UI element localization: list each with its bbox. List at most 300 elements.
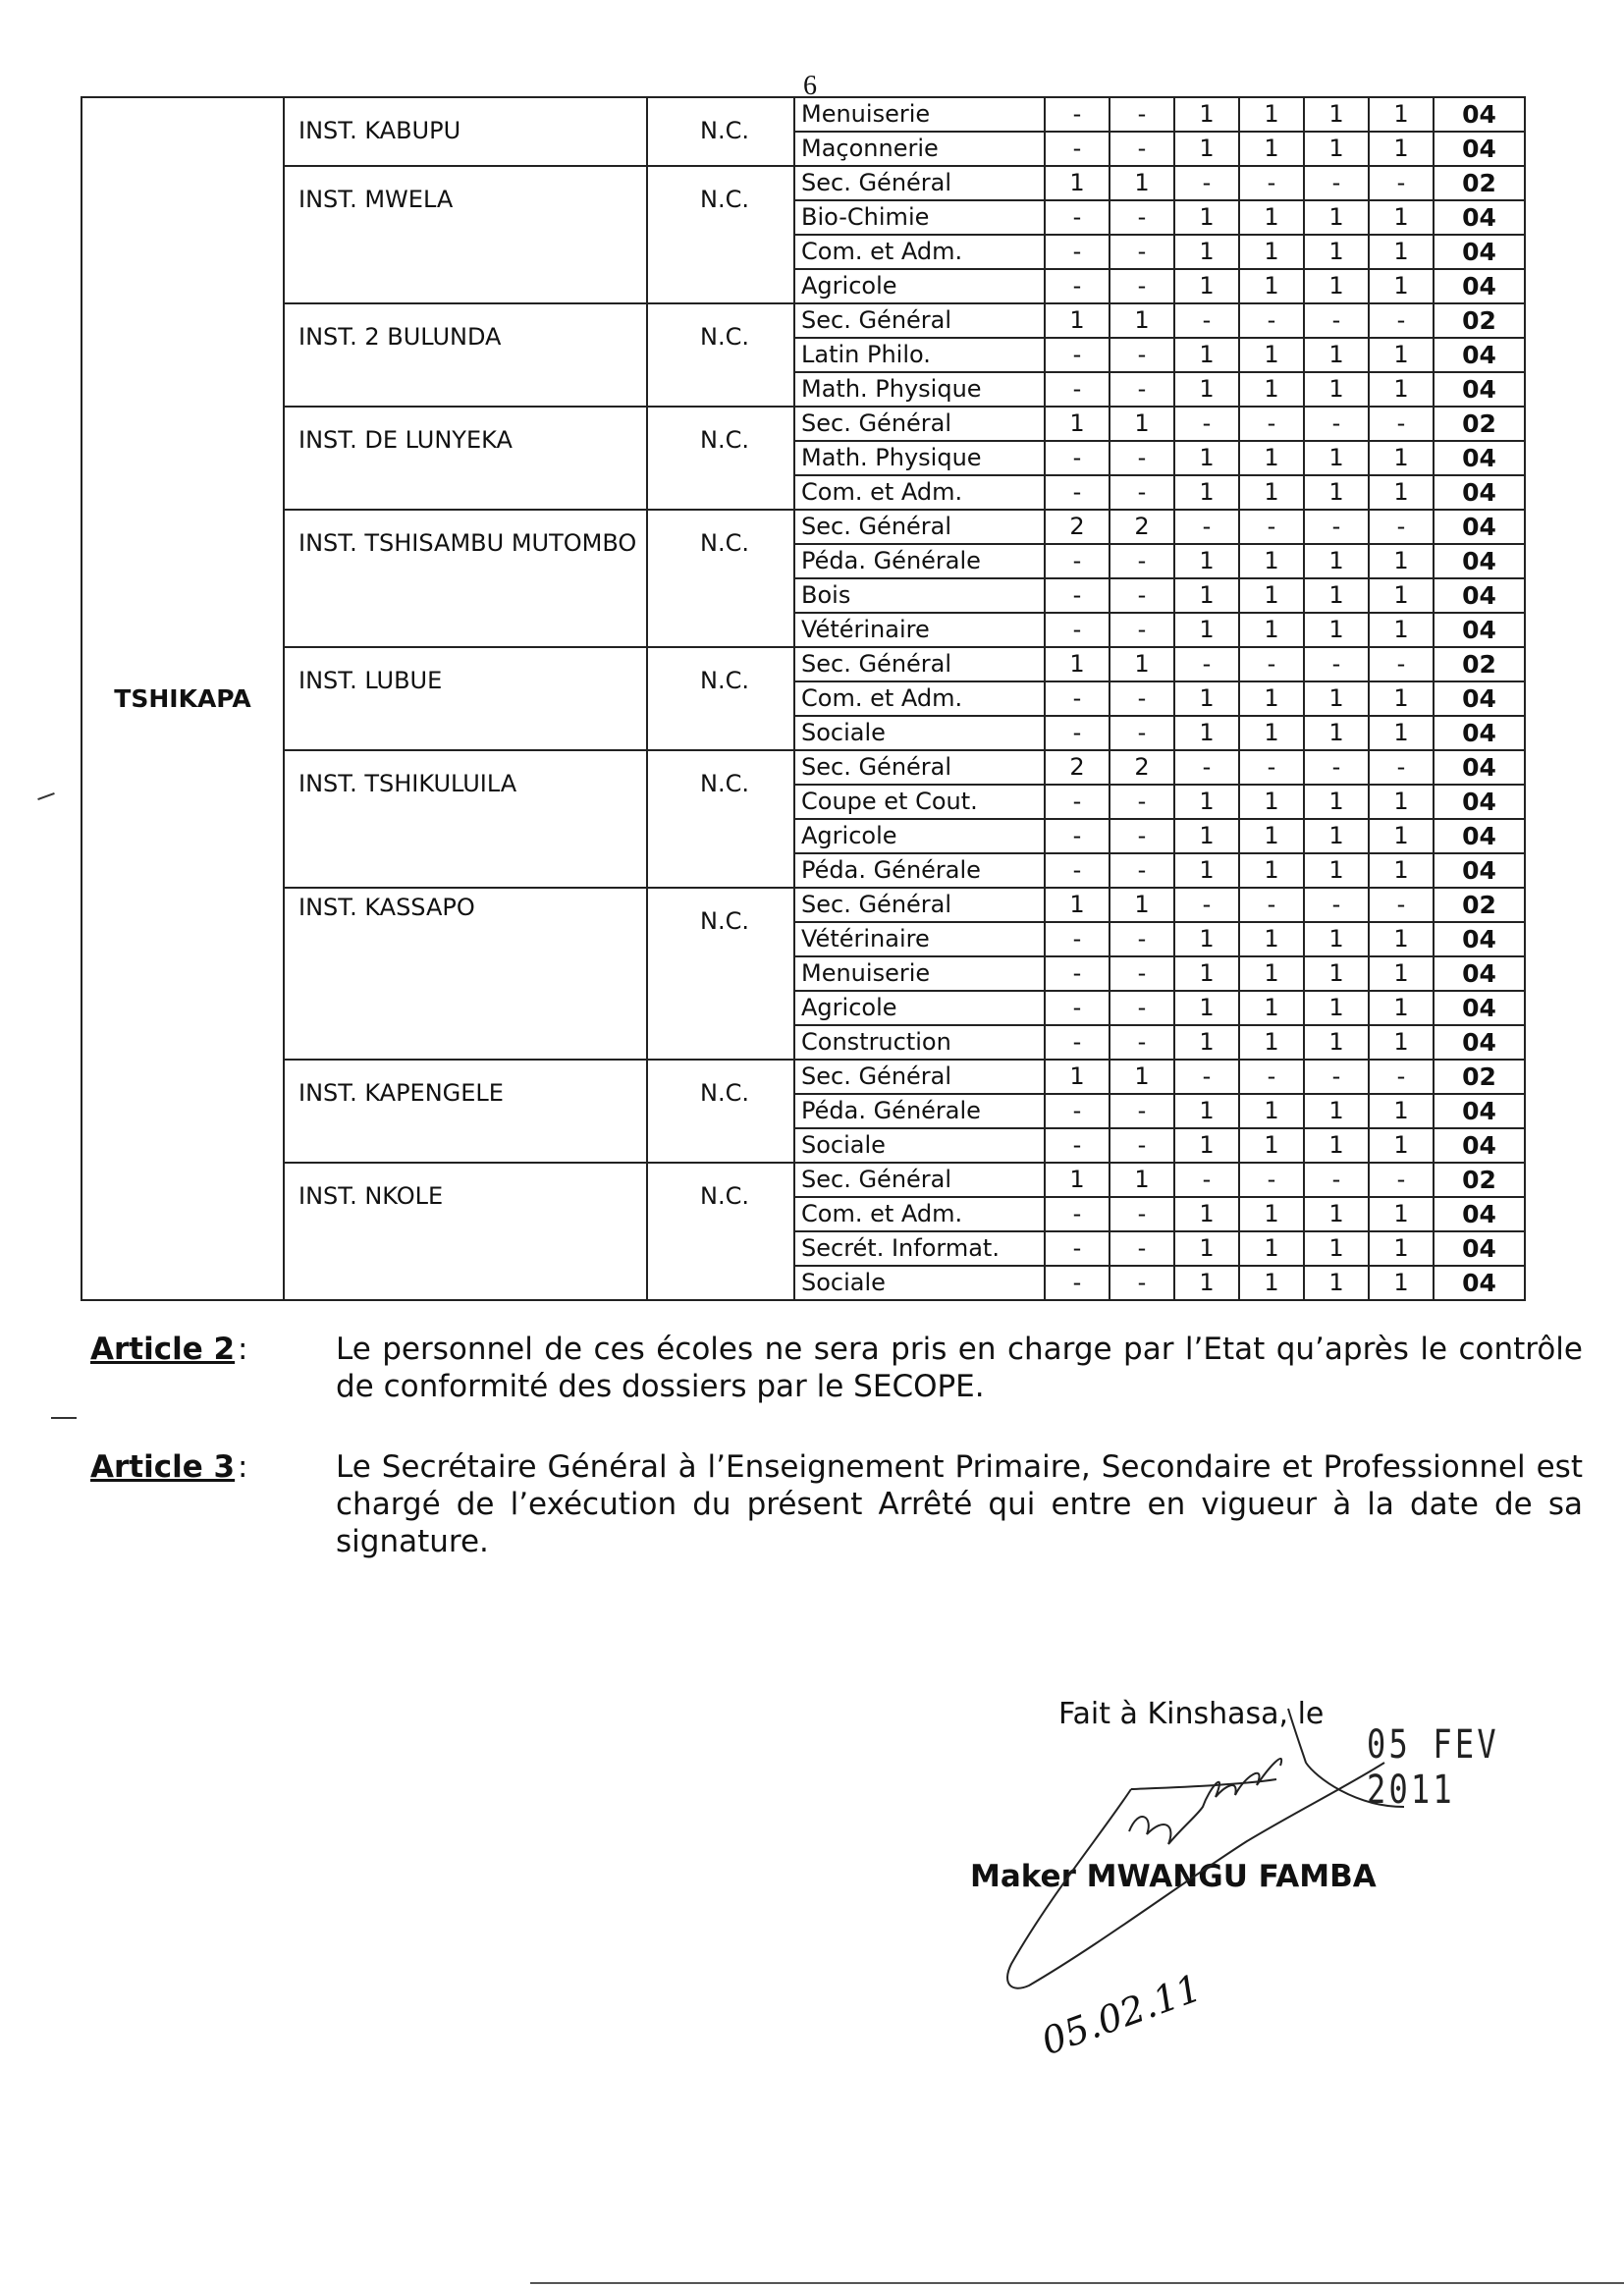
class-count-cell: 1 — [1174, 1094, 1239, 1128]
class-count-cell: 1 — [1304, 372, 1369, 407]
class-count-cell: 1 — [1304, 441, 1369, 475]
status-cell: N.C. — [647, 647, 794, 750]
class-count-cell: - — [1110, 716, 1174, 750]
class-count-cell: - — [1110, 235, 1174, 269]
class-count-cell: 1 — [1239, 578, 1304, 613]
class-count-cell: 1 — [1369, 578, 1434, 613]
total-cell: 02 — [1434, 647, 1525, 681]
total-cell: 04 — [1434, 97, 1525, 132]
status-cell: N.C. — [647, 750, 794, 888]
class-count-cell: 1 — [1239, 235, 1304, 269]
class-count-cell: 1 — [1174, 1197, 1239, 1231]
scan-mark — [37, 792, 55, 800]
class-count-cell: - — [1304, 303, 1369, 338]
article-3-label: Article 3 — [90, 1449, 236, 1485]
class-count-cell: - — [1369, 407, 1434, 441]
class-count-cell: - — [1304, 166, 1369, 200]
class-count-cell: - — [1110, 922, 1174, 956]
class-count-cell: - — [1045, 613, 1110, 647]
class-count-cell: 1 — [1304, 132, 1369, 166]
class-count-cell: 1 — [1304, 578, 1369, 613]
class-count-cell: - — [1304, 647, 1369, 681]
class-count-cell: 1 — [1174, 613, 1239, 647]
class-count-cell: - — [1369, 647, 1434, 681]
school-name-cell: INST. 2 BULUNDA — [284, 303, 647, 407]
table-row — [81, 303, 1525, 338]
class-count-cell: - — [1304, 510, 1369, 544]
total-cell: 04 — [1434, 991, 1525, 1025]
option-cell: Sociale — [794, 1266, 1045, 1300]
option-cell: Math. Physique — [794, 441, 1045, 475]
class-count-cell: 1 — [1369, 1197, 1434, 1231]
class-count-cell: 1 — [1304, 681, 1369, 716]
class-count-cell: 1 — [1304, 819, 1369, 853]
class-count-cell: 1 — [1045, 166, 1110, 200]
total-cell: 04 — [1434, 750, 1525, 785]
total-cell: 04 — [1434, 785, 1525, 819]
total-cell: 04 — [1434, 338, 1525, 372]
date-stamp: 05 FEV 2011 — [1367, 1722, 1499, 1813]
table-row — [81, 750, 1525, 785]
class-count-cell: 1 — [1110, 1163, 1174, 1197]
class-count-cell: 1 — [1304, 1266, 1369, 1300]
class-count-cell: - — [1110, 785, 1174, 819]
status-cell: N.C. — [647, 888, 794, 1060]
class-count-cell: 1 — [1239, 1128, 1304, 1163]
option-cell: Sec. Général — [794, 303, 1045, 338]
class-count-cell: - — [1110, 1025, 1174, 1060]
class-count-cell: - — [1045, 97, 1110, 132]
total-cell: 04 — [1434, 922, 1525, 956]
total-cell: 04 — [1434, 956, 1525, 991]
school-options-table — [81, 96, 1526, 1301]
option-cell: Agricole — [794, 991, 1045, 1025]
class-count-cell: 1 — [1304, 97, 1369, 132]
total-cell: 04 — [1434, 132, 1525, 166]
class-count-cell: - — [1369, 303, 1434, 338]
class-count-cell: 1 — [1239, 475, 1304, 510]
class-count-cell: 1 — [1369, 475, 1434, 510]
option-cell: Agricole — [794, 819, 1045, 853]
class-count-cell: - — [1045, 235, 1110, 269]
class-count-cell: 1 — [1369, 956, 1434, 991]
class-count-cell: 1 — [1174, 1266, 1239, 1300]
class-count-cell: 1 — [1369, 681, 1434, 716]
class-count-cell: - — [1045, 681, 1110, 716]
class-count-cell: - — [1110, 578, 1174, 613]
class-count-cell: - — [1045, 1094, 1110, 1128]
class-count-cell: 1 — [1110, 888, 1174, 922]
class-count-cell: - — [1110, 1197, 1174, 1231]
class-count-cell: - — [1045, 269, 1110, 303]
article-2-label: Article 2 — [90, 1332, 236, 1367]
page-number: 6 — [803, 71, 817, 101]
table-row — [81, 1060, 1525, 1094]
table-row — [81, 166, 1525, 200]
handwritten-date: 05.02.11 — [1036, 1966, 1208, 2064]
class-count-cell: 1 — [1239, 922, 1304, 956]
total-cell: 04 — [1434, 716, 1525, 750]
district-cell: TSHIKAPA — [81, 97, 284, 1300]
class-count-cell: 1 — [1110, 647, 1174, 681]
total-cell: 04 — [1434, 235, 1525, 269]
total-cell: 04 — [1434, 475, 1525, 510]
class-count-cell: - — [1174, 510, 1239, 544]
class-count-cell: - — [1369, 888, 1434, 922]
total-cell: 04 — [1434, 819, 1525, 853]
class-count-cell: - — [1239, 407, 1304, 441]
class-count-cell: 1 — [1239, 681, 1304, 716]
total-cell: 02 — [1434, 888, 1525, 922]
option-cell: Vétérinaire — [794, 922, 1045, 956]
class-count-cell: 1 — [1369, 785, 1434, 819]
status-cell: N.C. — [647, 1060, 794, 1163]
school-name-cell: INST. KASSAPO — [284, 888, 647, 1060]
class-count-cell: 1 — [1304, 200, 1369, 235]
class-count-cell: - — [1045, 132, 1110, 166]
class-count-cell: - — [1369, 1060, 1434, 1094]
status-cell: N.C. — [647, 303, 794, 407]
class-count-cell: 1 — [1304, 338, 1369, 372]
class-count-cell: 1 — [1174, 372, 1239, 407]
class-count-cell: - — [1174, 303, 1239, 338]
class-count-cell: - — [1369, 750, 1434, 785]
total-cell: 04 — [1434, 510, 1525, 544]
class-count-cell: 1 — [1239, 819, 1304, 853]
class-count-cell: - — [1239, 1060, 1304, 1094]
total-cell: 04 — [1434, 1094, 1525, 1128]
class-count-cell: 1 — [1110, 407, 1174, 441]
class-count-cell: - — [1110, 956, 1174, 991]
class-count-cell: 1 — [1369, 853, 1434, 888]
class-count-cell: - — [1110, 1128, 1174, 1163]
option-cell: Maçonnerie — [794, 132, 1045, 166]
class-count-cell: 1 — [1369, 716, 1434, 750]
class-count-cell: 1 — [1110, 1060, 1174, 1094]
class-count-cell: 1 — [1304, 475, 1369, 510]
option-cell: Menuiserie — [794, 97, 1045, 132]
school-name-cell: INST. TSHISAMBU MUTOMBO — [284, 510, 647, 647]
class-count-cell: - — [1110, 1231, 1174, 1266]
class-count-cell: 1 — [1174, 991, 1239, 1025]
class-count-cell: 1 — [1174, 97, 1239, 132]
class-count-cell: 1 — [1304, 1025, 1369, 1060]
class-count-cell: 1 — [1239, 991, 1304, 1025]
option-cell: Sec. Général — [794, 888, 1045, 922]
class-count-cell: 1 — [1369, 200, 1434, 235]
class-count-cell: 1 — [1239, 613, 1304, 647]
place-and-date-line: Fait à Kinshasa, le — [1058, 1697, 1325, 1731]
class-count-cell: - — [1110, 819, 1174, 853]
class-count-cell: - — [1304, 1060, 1369, 1094]
class-count-cell: 1 — [1174, 1231, 1239, 1266]
class-count-cell: - — [1045, 853, 1110, 888]
class-count-cell: 1 — [1369, 269, 1434, 303]
class-count-cell: 1 — [1239, 1094, 1304, 1128]
total-cell: 04 — [1434, 1128, 1525, 1163]
table-row — [81, 1163, 1525, 1197]
signatory-name: Maker MWANGU FAMBA — [970, 1859, 1377, 1894]
class-count-cell: - — [1304, 1163, 1369, 1197]
class-count-cell: 1 — [1239, 853, 1304, 888]
class-count-cell: - — [1110, 853, 1174, 888]
class-count-cell: - — [1045, 922, 1110, 956]
class-count-cell: - — [1045, 441, 1110, 475]
total-cell: 04 — [1434, 1197, 1525, 1231]
class-count-cell: - — [1110, 1266, 1174, 1300]
class-count-cell: - — [1304, 888, 1369, 922]
article-3-text: Le Secrétaire Général à l’Enseignement Primaire, Secondaire et Professionnel est chargé de l’exécution du présent Arrêté qui entre en vigueur à la date de sa signature. — [336, 1449, 1583, 1559]
class-count-cell: 1 — [1369, 235, 1434, 269]
class-count-cell: 1 — [1239, 132, 1304, 166]
option-cell: Sec. Général — [794, 1060, 1045, 1094]
class-count-cell: 1 — [1369, 1025, 1434, 1060]
class-count-cell: - — [1174, 750, 1239, 785]
total-cell: 04 — [1434, 1266, 1525, 1300]
class-count-cell: 1 — [1369, 441, 1434, 475]
option-cell: Péda. Générale — [794, 544, 1045, 578]
total-cell: 04 — [1434, 613, 1525, 647]
class-count-cell: 1 — [1174, 1128, 1239, 1163]
class-count-cell: 1 — [1369, 1231, 1434, 1266]
option-cell: Péda. Générale — [794, 853, 1045, 888]
class-count-cell: - — [1239, 166, 1304, 200]
total-cell: 04 — [1434, 200, 1525, 235]
table-row — [81, 888, 1525, 922]
class-count-cell: 1 — [1239, 1025, 1304, 1060]
option-cell: Sociale — [794, 1128, 1045, 1163]
total-cell: 04 — [1434, 1231, 1525, 1266]
option-cell: Sociale — [794, 716, 1045, 750]
status-cell: N.C. — [647, 1163, 794, 1300]
table-row — [81, 510, 1525, 544]
class-count-cell: 1 — [1239, 716, 1304, 750]
class-count-cell: - — [1110, 544, 1174, 578]
class-count-cell: 1 — [1045, 888, 1110, 922]
class-count-cell: 1 — [1304, 1197, 1369, 1231]
scan-mark — [51, 1417, 77, 1419]
school-name-cell: INST. KABUPU — [284, 97, 647, 166]
class-count-cell: 1 — [1369, 1266, 1434, 1300]
school-name-cell: INST. LUBUE — [284, 647, 647, 750]
class-count-cell: - — [1239, 1163, 1304, 1197]
class-count-cell: 1 — [1304, 785, 1369, 819]
class-count-cell: - — [1045, 1231, 1110, 1266]
option-cell: Bois — [794, 578, 1045, 613]
class-count-cell: 1 — [1239, 544, 1304, 578]
class-count-cell: - — [1045, 716, 1110, 750]
class-count-cell: - — [1110, 613, 1174, 647]
class-count-cell: 1 — [1174, 922, 1239, 956]
class-count-cell: - — [1045, 1025, 1110, 1060]
school-name-cell: INST. KAPENGELE — [284, 1060, 647, 1163]
class-count-cell: 1 — [1045, 303, 1110, 338]
option-cell: Construction — [794, 1025, 1045, 1060]
total-cell: 02 — [1434, 407, 1525, 441]
class-count-cell: - — [1174, 888, 1239, 922]
option-cell: Sec. Général — [794, 407, 1045, 441]
class-count-cell: - — [1110, 372, 1174, 407]
option-cell: Sec. Général — [794, 510, 1045, 544]
class-count-cell: - — [1174, 407, 1239, 441]
class-count-cell: - — [1045, 819, 1110, 853]
class-count-cell: 1 — [1239, 1266, 1304, 1300]
option-cell: Sec. Général — [794, 750, 1045, 785]
class-count-cell: 1 — [1304, 544, 1369, 578]
school-name-cell: INST. DE LUNYEKA — [284, 407, 647, 510]
class-count-cell: 1 — [1304, 613, 1369, 647]
class-count-cell: - — [1174, 166, 1239, 200]
total-cell: 02 — [1434, 1163, 1525, 1197]
class-count-cell: 1 — [1174, 132, 1239, 166]
class-count-cell: 1 — [1045, 647, 1110, 681]
option-cell: Sec. Général — [794, 166, 1045, 200]
class-count-cell: 1 — [1239, 956, 1304, 991]
total-cell: 04 — [1434, 372, 1525, 407]
class-count-cell: 1 — [1369, 132, 1434, 166]
total-cell: 02 — [1434, 303, 1525, 338]
class-count-cell: 1 — [1304, 716, 1369, 750]
class-count-cell: - — [1110, 200, 1174, 235]
option-cell: Latin Philo. — [794, 338, 1045, 372]
class-count-cell: 1 — [1239, 372, 1304, 407]
option-cell: Secrét. Informat. — [794, 1231, 1045, 1266]
class-count-cell: 1 — [1174, 235, 1239, 269]
class-count-cell: 1 — [1045, 407, 1110, 441]
class-count-cell: 1 — [1239, 97, 1304, 132]
class-count-cell: 1 — [1174, 785, 1239, 819]
class-count-cell: 1 — [1174, 475, 1239, 510]
class-count-cell: 1 — [1239, 1197, 1304, 1231]
class-count-cell: 1 — [1174, 956, 1239, 991]
option-cell: Bio-Chimie — [794, 200, 1045, 235]
status-cell: N.C. — [647, 97, 794, 166]
class-count-cell: - — [1045, 956, 1110, 991]
total-cell: 04 — [1434, 1025, 1525, 1060]
total-cell: 04 — [1434, 578, 1525, 613]
class-count-cell: 1 — [1369, 97, 1434, 132]
class-count-cell: - — [1304, 407, 1369, 441]
class-count-cell: 1 — [1304, 1128, 1369, 1163]
class-count-cell: - — [1045, 991, 1110, 1025]
class-count-cell: - — [1239, 647, 1304, 681]
class-count-cell: 1 — [1304, 235, 1369, 269]
class-count-cell: 1 — [1174, 681, 1239, 716]
class-count-cell: - — [1045, 475, 1110, 510]
class-count-cell: - — [1045, 200, 1110, 235]
class-count-cell: 2 — [1110, 510, 1174, 544]
class-count-cell: 1 — [1174, 338, 1239, 372]
class-count-cell: - — [1110, 338, 1174, 372]
class-count-cell: 1 — [1045, 1060, 1110, 1094]
class-count-cell: - — [1045, 785, 1110, 819]
total-cell: 04 — [1434, 544, 1525, 578]
class-count-cell: - — [1369, 1163, 1434, 1197]
class-count-cell: 1 — [1304, 956, 1369, 991]
status-cell: N.C. — [647, 510, 794, 647]
class-count-cell: 1 — [1174, 269, 1239, 303]
option-cell: Vétérinaire — [794, 613, 1045, 647]
class-count-cell: - — [1110, 475, 1174, 510]
article-2-text: Le personnel de ces écoles ne sera pris en charge par l’Etat qu’après le contrôle de conformité des dossiers par le SECOPE. — [336, 1332, 1583, 1404]
class-count-cell: - — [1369, 510, 1434, 544]
total-cell: 02 — [1434, 166, 1525, 200]
option-cell: Coupe et Cout. — [794, 785, 1045, 819]
class-count-cell: - — [1045, 1197, 1110, 1231]
class-count-cell: - — [1110, 97, 1174, 132]
option-cell: Math. Physique — [794, 372, 1045, 407]
class-count-cell: - — [1174, 647, 1239, 681]
class-count-cell: 1 — [1174, 200, 1239, 235]
class-count-cell: - — [1110, 991, 1174, 1025]
option-cell: Com. et Adm. — [794, 1197, 1045, 1231]
school-name-cell: INST. TSHIKULUILA — [284, 750, 647, 888]
option-cell: Sec. Général — [794, 1163, 1045, 1197]
class-count-cell: 1 — [1110, 166, 1174, 200]
article-3-colon: : — [238, 1449, 248, 1485]
total-cell: 04 — [1434, 681, 1525, 716]
table-row — [81, 647, 1525, 681]
class-count-cell: 1 — [1304, 922, 1369, 956]
bottom-rule — [530, 2282, 1624, 2284]
class-count-cell: 1 — [1110, 303, 1174, 338]
class-count-cell: 1 — [1304, 1231, 1369, 1266]
class-count-cell: - — [1110, 1094, 1174, 1128]
class-count-cell: - — [1045, 338, 1110, 372]
class-count-cell: 1 — [1304, 1094, 1369, 1128]
class-count-cell: - — [1369, 166, 1434, 200]
class-count-cell: - — [1045, 1128, 1110, 1163]
class-count-cell: 1 — [1174, 716, 1239, 750]
total-cell: 02 — [1434, 1060, 1525, 1094]
class-count-cell: 1 — [1174, 819, 1239, 853]
class-count-cell: - — [1239, 510, 1304, 544]
class-count-cell: - — [1110, 681, 1174, 716]
class-count-cell: 1 — [1239, 1231, 1304, 1266]
class-count-cell: - — [1045, 578, 1110, 613]
class-count-cell: 1 — [1304, 269, 1369, 303]
class-count-cell: 2 — [1045, 510, 1110, 544]
class-count-cell: 1 — [1239, 269, 1304, 303]
option-cell: Com. et Adm. — [794, 235, 1045, 269]
class-count-cell: 1 — [1174, 853, 1239, 888]
status-cell: N.C. — [647, 166, 794, 303]
class-count-cell: 1 — [1239, 785, 1304, 819]
school-name-cell: INST. MWELA — [284, 166, 647, 303]
class-count-cell: 1 — [1239, 338, 1304, 372]
class-count-cell: 2 — [1045, 750, 1110, 785]
class-count-cell: 1 — [1174, 1025, 1239, 1060]
class-count-cell: 1 — [1174, 544, 1239, 578]
class-count-cell: 1 — [1239, 441, 1304, 475]
class-count-cell: - — [1174, 1060, 1239, 1094]
option-cell: Menuiserie — [794, 956, 1045, 991]
school-name-cell: INST. NKOLE — [284, 1163, 647, 1300]
class-count-cell: - — [1239, 750, 1304, 785]
class-count-cell: - — [1239, 303, 1304, 338]
class-count-cell: 1 — [1239, 200, 1304, 235]
total-cell: 04 — [1434, 853, 1525, 888]
class-count-cell: - — [1304, 750, 1369, 785]
class-count-cell: 1 — [1304, 991, 1369, 1025]
class-count-cell: 2 — [1110, 750, 1174, 785]
option-cell: Péda. Générale — [794, 1094, 1045, 1128]
class-count-cell: - — [1045, 1266, 1110, 1300]
table-row — [81, 97, 1525, 132]
total-cell: 04 — [1434, 441, 1525, 475]
option-cell: Agricole — [794, 269, 1045, 303]
status-cell: N.C. — [647, 407, 794, 510]
